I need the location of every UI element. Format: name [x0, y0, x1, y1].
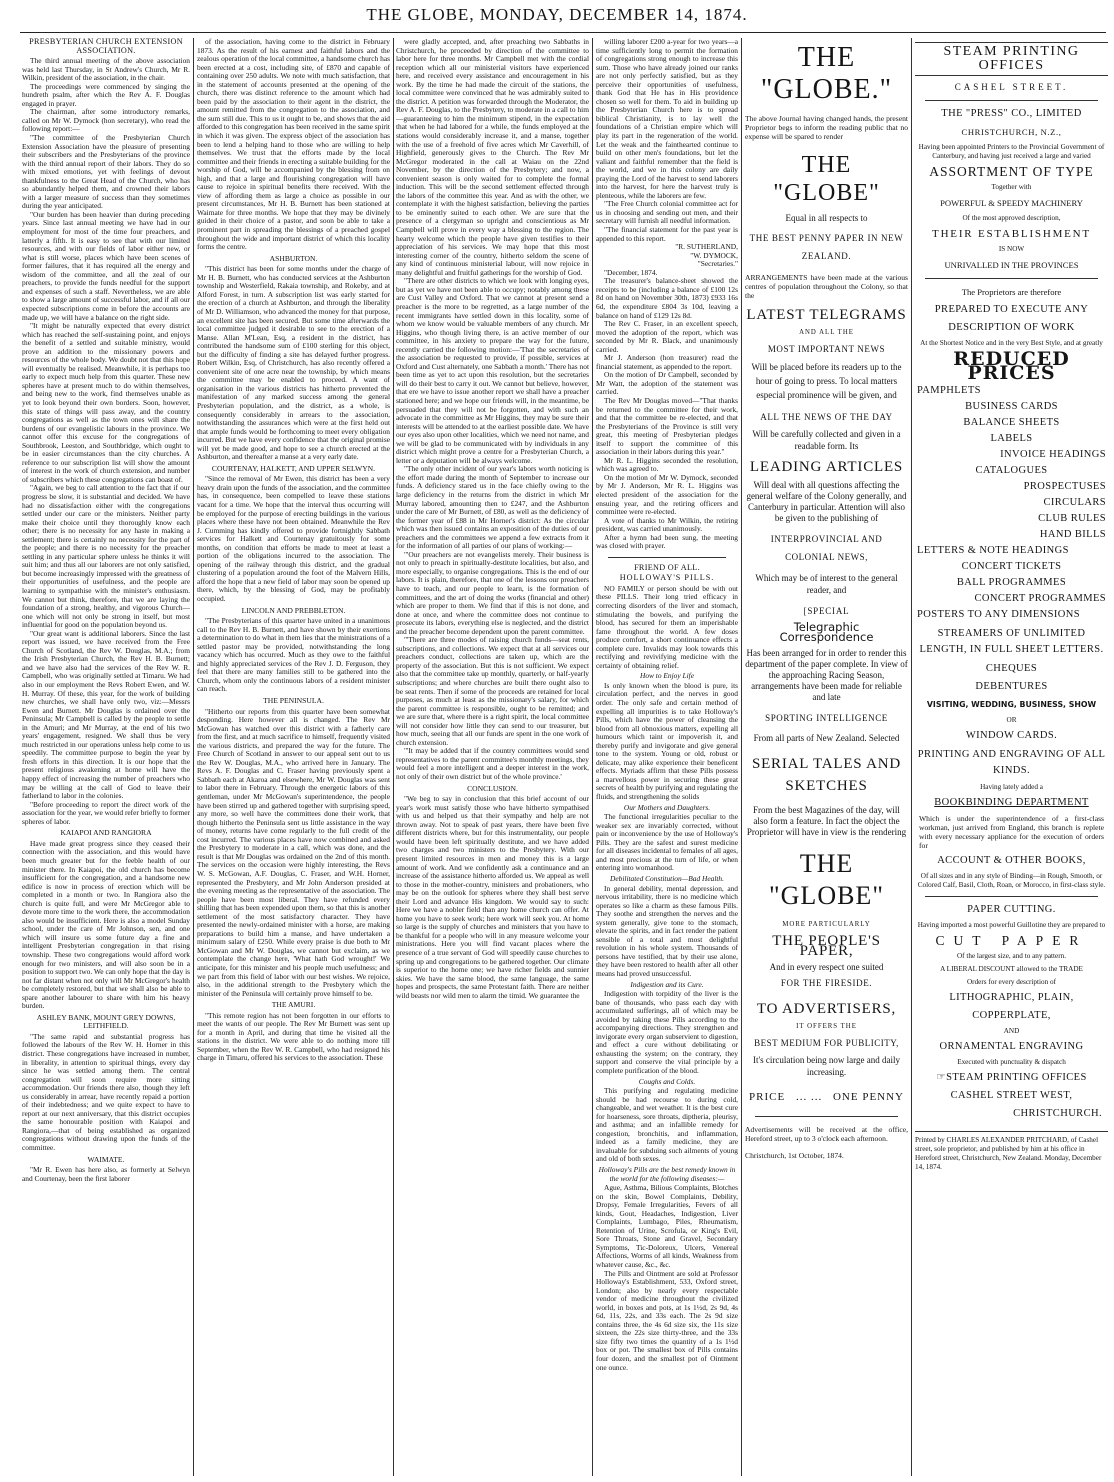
paragraph: Indigestion with torpidity of the liver is the bane of thousands, who pass each day with accumulated sufferings, all of which may be avoided by taking these Pills according to the accompanying directions. They strengthen and invigorate every organ subservient to digestion, and effect a cure without debilitating or exhausting the system; on the contrary, they support and conserve the vital principle by a complete purification of the blood. [596, 989, 738, 1075]
service-item: CATALOGUES [975, 465, 1048, 476]
text-line: And in every respect one suited [769, 962, 884, 972]
feature-heading: TO ADVERTISERS, [756, 1001, 897, 1017]
divider [925, 100, 1098, 101]
paragraph: Has been arranged for in order to render this department of the paper complete. In view of the approaching Racing Season, arrangements have been made for reliable and late [745, 648, 908, 702]
price-dots: ... ... [795, 1091, 823, 1103]
service-item: HAND BILLS [1039, 529, 1106, 540]
text-line: Of the most approved description, [962, 214, 1061, 222]
ad-line: STREAMERS OF UNLIMITED LENGTH, IN FULL SHEET LETTERS. [919, 628, 1104, 655]
ad-line: ACCOUNT & OTHER BOOKS, [937, 855, 1086, 866]
paragraph: The Rev C. Fraser, in an excellent speech, moved the adoption of the report, which was seconded by Mr R. Black, and unanimously carried. [596, 319, 738, 354]
section-heading: THE PENINSULA. [263, 696, 324, 706]
paragraph: "'There are three modes of raising church funds—seat rents, subscriptions, and collections. We expect that at all services our preachers conduct, collections are taken up, which are the property of the association. But this is not sufficient. We expect also that the committee take up monthly, quarterly, or half-yearly subscriptions; and where churches are built there ought also to be seat rents. Then if some of the proceeds are retained for local purposes, as much at least as the missionary's salary, for which the parent committee is responsible, ought to be remitted; and we are sure that, where there is a right spirit, the local committee will not consider how little they can send to our treasurer, but how much, seeing that all our funds are spent in the one work of church extension. [396, 635, 589, 747]
globe-title: THE "GLOBE" [769, 849, 884, 910]
text-line: THE BEST PENNY PAPER IN NEW ZEALAND. [749, 233, 904, 261]
ad-line: CUT PAPER [935, 933, 1088, 948]
paragraph: "The Presbyterians of this quarter have united in a unanimous call to the Rev H. B. Burnett, and have shown by their exertions a determination to do what in them lies that the ministrations of a settled pastor may be provided, notwithstanding the long vacancy which has occurred. Much as they owe to the faithful and highly appreciated services of the Rev J. D. Ferguson, they feel that there are many families still to be gathered into the Church, whom only the continuous labors of a resident minister can reach. [197, 616, 390, 694]
price-value: ONE PENNY [832, 1091, 904, 1103]
text-line: MOST IMPORTANT NEWS [767, 344, 886, 354]
feature-heading: Telegraphic Correspondence [779, 620, 874, 644]
ad-line: ASSORTMENT OF TYPE [929, 164, 1094, 179]
column-divider [741, 38, 742, 1476]
paragraph: Will be carefully collected and given in a readable form. Its [752, 429, 901, 451]
ad-line: POWERFUL & SPEEDY MACHINERY [940, 198, 1083, 208]
column-2 [197, 38, 390, 1476]
service-item: LABELS [990, 433, 1033, 444]
paragraph: The Pills and Ointment are sold at Professor Holloway's Establishment, 533, Oxford street, London; also by nearly every respectable vendor of medicine throughout the civilized world, in boxes and pots, at 1s 1½d, 2s 9d, 4s 6d, 11s, 22s, and 33s each. The 2s 9d size contains three, the 4s 6d size six, the 11s size sixteen, the 22s size thirty-three, and the 33s size fifty two times the quantity of a 1s 1½d box or pot. The smallest box of Pills contains four dozen, and the smallest pot of Ointment one ounce. [596, 1268, 738, 1372]
paragraph: were gladly accepted, and, after preaching two Sabbaths in Christchurch, he proceeded by direction of the committee to labor here for three months. Mr Campbell met with the cordial reception which all our ministerial visitors have experienced here, and received every assistance and encouragement in his work. By the time he had made the circuit of the stations, the local committee were convinced that he was admirably suited to the district. A petition was forwarded through the Moderator, the Rev A. F. Douglas, to the Presbytery, to moderate in a call to him—guaranteeing to him the minimum stipend, in the expectation that when he had labored for a while, the funds employed at the stations would considerably increase it, and a manse, together with the use of a freehold of five acres which Mr Caverhill, of Highfield, generously gives to the Church. The Rev Mr McGregor moderated in the call at Waiau on the 22nd November, by the direction of the Presbytery; and now, a convenient season is only waited for to complete the formal induction. This will be the second settlement effected through the labors of the committee this year. And as with the other, we contemplate it with the highest satisfaction, believing the parties to be eminently suited to each other. We are sure that the presence of a clergyman so upright and conscientious as Mr Campbell will prove in every way a blessing to the region. The hearty welcome which the people have given testifies to their appreciation of his services. We may hope that this most interesting corner of the country, hitherto seldom the scene of any kind of continuous ministerial labour, will now rejoice in many delightful and fruitful gatherings for the worship of God. [396, 38, 589, 277]
ad-line: CASHEL STREET WEST, [950, 1090, 1073, 1101]
text-line: MORE PARTICULARLY [782, 921, 871, 928]
price-line [749, 1092, 904, 1102]
service-item: CONCERT TICKETS [961, 561, 1062, 572]
paragraph: Is only known when the blood is pure, its circulation perfect, and the nerves in good order. The only safe and certain method of expelling all impurities is to take Holloway's Pills, which have the power of cleansing the blood from all obnoxious matters, expelling all humours which taint or impoverish it, and thereby purify and invigorate and give general tone to the system. Young or old, robust or delicate, may alike experience their beneficent effects. Myriads affirm that these Pills possess a marvellous power in securing these great secrets of health by purifying and regulating the fluids, and strengthening the solids [596, 680, 738, 802]
steam-printing-heading: STEAM PRINTING OFFICES [915, 42, 1108, 76]
text-line: BEST MEDIUM FOR PUBLICITY, [754, 1038, 899, 1048]
text-line: ALL THE NEWS OF THE DAY [760, 412, 893, 422]
paragraph: "There are other districts to which we look with longing eyes, but as yet we have not been able to occupy; notably among these are Cust Valley and Oxford. That we cannot at present send a preacher is the more to be regretted, as a large number of the recent immigrants have settled down in this locality, some of whom we know would be valuable members of any church. Mr Higgins, who though living there, is an active member of our committee, in his anxiety to prepare the way for the future, recently carried the following motion:—'That the secretaries of the association be requested to provide, if possible, services at Oxford and Cust alternately, one Sabbath a month.' There has not been time as yet to act upon this resolution, but the secretaries will do their best to carry it out. We cannot but believe, however, that ere we have to issue another report we shall have a preacher stationed here; and we hope our friends will, in the meantime, be persuaded that they will not be forgotten, and with such an advocate in the committee as Mr Higgins, they may be sure their interests will be attended to at the earliest possible date. We have our eyes also upon other localities, which we need not name, and we will be glad to be communicated with by individuals in any district which might prove a centre for a Presbyterian Church, a letter or a deputation will be always welcome. [396, 276, 589, 465]
paragraph: "The financial statement for the past year is appended to this report. [596, 225, 738, 243]
paragraph: Mr J. Anderson (hon treasurer) read the financial statement, as appended to the report. [596, 353, 738, 371]
signature: "W. DYMOCK, [690, 250, 738, 260]
paragraph: In general debility, mental depression, and nervous irritability, there is no medicine which operates so like a charm as these famous Pills. They soothe and strengthen the nerves and the system generally, give tone to the stomach, elevate the spirits, and in fact render the patient sensible of a total and most delightful revolution in his whole system. Thousands of persons have testified, that by their use alone, they have been restored to health after all other means had proved unsuccessful. [596, 883, 738, 978]
ad-line: WINDOW CARDS. [965, 730, 1058, 741]
paragraph: Will be placed before its readers up to the hour of going to press. To local matters especial prominence will be given, and [751, 362, 902, 400]
paragraph: willing laborer £200 a-year for two years—a time sufficiently long to permit the formation of congregations strong enough to increase this sum. Those who have already joined our ranks are not only perfectly satisfied, but as they perceive their opportunities of usefulness, thank God that He has in His providence chosen so well for them. To aid in building up the Presbyterian Church here is to spread biblical Christianity, is to lay well the foundations of a Christian empire which will play its part in the regeneration of the world. Let the weak and the fainthearted continue to build on other men's foundations, but let the valiant and faithful remember that the field is the world, and we in this colony are daily praying the Lord of the harvest to send laborers into the harvest, for here the harvest truly is plenteous, while the laborers are few. [596, 38, 738, 200]
paragraph: The chairman, after some introductory remarks, called on Mr W. Dymock (hon secretary), who read the following report:— [22, 107, 190, 134]
service-item: CLUB RULES [1038, 513, 1106, 524]
service-item: INVOICE HEADINGS [1000, 449, 1106, 460]
section-heading: KAIAPOI AND RANGIORA [60, 828, 152, 838]
paragraph: Which is under the superintendence of a first-class workman, just arrived from England, this branch is replete with every necessary appliance for the execution of orders for [919, 814, 1104, 850]
section-heading: WAIMATE. [87, 1154, 125, 1164]
text-line: Of the largest size, and to any pattern. [956, 952, 1067, 960]
service-item: BUSINESS CARDS [965, 401, 1058, 412]
ad-line: LITHOGRAPHIC, PLAIN, [949, 992, 1074, 1003]
paragraph: NO FAMILY or person should be with out these PILLS. Their long tried efficacy in correcting disorders of the liver and stomach, stimulating the bowels, and purifying the blood, has secured for them an imperishable fame throughout the world. A few doses produce comfort, a short continuance effects a complete cure. Invalids may look towards this rectifying and revivifying medicine with the certainty of obtaining relief. [596, 583, 738, 670]
feature-heading: LEADING ARTICLES [749, 459, 904, 475]
text-line: Executed with punctuality & dispatch [957, 1058, 1066, 1066]
report-date: "December, 1874. [604, 267, 658, 277]
column-divider [592, 38, 593, 1476]
paragraph: The proceedings were commenced by singing the hundreth psalm, after which the Rev A. F. Douglas engaged in prayer. [22, 81, 190, 108]
paragraph: of the association, having come to the district in February 1873. As the result of his earnest and faithful labors and the zealous operation of the local committee, a handsome church has been erected at a cost, including site, of £870 and capable of containing over 250 adults. We note with much satisfaction, that in the statement of accounts presented at the opening of the church, there was distinct reference to the amount which had been paid by the association to their agent in the district, the amount remitted from the congregation to the association, and the sum still due. This to us it ought to be, and shows that the aid afforded to this congregation has been received in the same spirit in which it was given. The express object of the association has been to lend a helping hand to those who are willing to help themselves. We trust that the efforts made by the local committee and their friends in erecting a suitable building for the worship of God, will be accompanied by the blessing from on high, and that a large and flourishing congregation will have cause to rejoice in spiritual benefits there received. With the view of affording them as large a choice as possible in our present circumstances, Mr H. B. Burnett has been stationed at Waimate for three months. We hope that they may be divinely guided in their choice of a pastor, and soon be able to take a prominent part in spreading the blessings of a preached gospel throughout the wide and important district of which this locality forms the centre. [197, 38, 390, 252]
section-heading: LINCOLN AND PREBBLETON. [241, 605, 346, 615]
paragraph: The treasurer's balance-sheet showed the receipts to be (including a balance of £100 12s 8d on hand on November 30th, 1873) £933 16s 6d, the expenditure £804 3s 10d, leaving a balance on hand of £129 12s 8d. [596, 276, 738, 320]
text-line: [SPECIAL [803, 606, 850, 616]
text-line: CASHEL STREET. [954, 82, 1069, 92]
text-line: Having lately added a [980, 783, 1043, 791]
column-3 [396, 38, 589, 1476]
signature: "Secretaries." [697, 259, 738, 269]
paragraph: "'Our preachers are not evangelists merely. Their business is not only to preach in spiritually-destitute localities, but also, and more especially, to organise congregations. This is the end of our labors. It is plain, therefore, that one of the lessons our preachers have to teach, and our people to learn, is the formation of committees, and the art of doing the works (financial and other) which are proper to them. We find that if this is not done, and done at once, and where the committee does not continue to prosecute its labors, everything else is neglected, and the district and the preacher become dependent upon the parent committee. [396, 549, 589, 636]
paragraph: "This district has been for some months under the charge of Mr H. B. Burnett, who has conducted services at the Ashburton township and Westerfield, Rakaia township, and Rokeby, and at Alford Forest, in turn. A subscription list was early started for the erection of a church at Ashburton, and through the liberality of Mr D. Williamson, who advanced the money for that purpose, an excellent site has been secured. But some time afterwards the local committee judged it desirable to see to the erection of a Manse. Allan M'Lean, Esq, a resident in the district, has contributed the handsome sum of £100 sterling for this object, but the difficulty of finding a site has delayed further progress. Robert Wilkin, Esq, of Christchurch, has also recently offered a convenient site of one acre near the township, by which means the committee may be enabled to proceed. A want of organisation in the various districts has hitherto prevented the manifestation of any marked success among the general Presbyterian population, and the district, as a whole, is consequently considerably in arrears to the association, notwithstanding the assurances which were at the first held out that ample funds would be forthcoming to meet every obligation incurred. But we have every confidence that the original promise will yet be made good, and hope to see a church erected at the Ashburton, and thereafter a manse at a very early date. [197, 264, 390, 462]
paragraph: The third annual meeting of the above association was held last Thursday, in St Andrew's Church, Mr R. Wilkin, president of the association, in the chair. [22, 56, 190, 83]
globe-title: THE "GLOBE" [773, 152, 880, 206]
text-line: Equal in all respects to [785, 213, 868, 223]
paragraph: Of all sizes and in any style of Binding—in Rough, Smooth, or Colored Calf, Basil, Cloth, Roan, or Morocco, in first-class style. [917, 872, 1106, 889]
text-line: IS NOW [998, 245, 1025, 253]
paragraph: "The Free Church colonial committee act for us in choosing and sending out men, and their secretary will furnish all needful information. [596, 199, 738, 226]
subheading: Indigestion and its Cure. [630, 979, 704, 989]
service-item: CIRCULARS [1043, 497, 1106, 508]
paragraph: On the motion of Mr W. Dymock, seconded by Mr J. Anderson, Mr R. L. Higgins was elected president of the association for the ensuing year, and the retiring officers and committee were re-elected. [596, 472, 738, 517]
paragraph: "We beg to say in conclusion that this brief account of our year's work must satisfy those who have hitherto sympathised with us and helped us that their sympathy and help are not thrown away. Not to speak of past years, there have been five different districts where, but for this instrumentality, our people would have been left spiritually destitute, and we have added two charges and two ministers to the Presbytery. With our present limited resources in men and money this is a large amount of work. And we confidently ask a continuance and an increase of the assistance hitherto afforded us. We appeal as well to those in the mother-country, ministers and probationers, who may be on the outlook for spheres where they shall best serve their Lord and advance His kingdom. We would say to such: Here we have a nobler field than any home church can offer. At home you have to seek work; here work will seek you. At home so large is the supply of churches and ministers that you have to be thankful for a people who will in any measure welcome your ministrations. Here you will find vacant places where the presence of a true servant of God will speedily cause churches to spring up and congregations to be gathered together. Our climate is superior to the home one; we have richer fields and sunnier skies. We have the same blood, the same language, the same hopes and prospects, the same Protestant faith. There are neither wild beasts nor wild men to alarm the timid. We guarantee the [396, 794, 589, 1000]
paragraph: Advertisements will be received at the office, Hereford street, up to 3 o'clock each afternoon. [745, 1125, 908, 1143]
section-heading: ASHBURTON. [269, 253, 318, 263]
service-list [915, 384, 1108, 622]
paragraph: Will deal with all questions affecting the general welfare of the Colony generally, and Canterbury in particular. Attention will also be given to the publishing of [746, 480, 907, 523]
paragraph: ARRANGEMENTS have been made at the various centres of population throughout the Colony, so that the [745, 273, 908, 300]
paragraph: "Since the removal of Mr Ewen, this district has been a very heavy drain upon the funds of the association, and the committee has, in consequence, been compelled to leave these stations vacant for a time. We hope that the interval thus occurring will be employed for the purpose of erecting buildings in the various places where these have not been obtained. Meanwhile the Rev J. Cumming has kindly offered to provide fortnightly Sabbath services for Halkett and Courtenay gratuitously for some months, on condition that efforts be made to meet at least a portion of the obligations incurred to the association. The opening of the railway through this district, and the gradual clustering of a population around the foot of the Malvern Hills, afford the hope that a new field of labor may soon be opened up there, which, by the blessing of God, may be profitably occupied. [197, 474, 390, 603]
text-line: AND ALL THE [799, 329, 854, 336]
ad-line: DEBENTURES [975, 681, 1048, 692]
signature: "R. SUTHERLAND, [675, 242, 738, 252]
paragraph: "Again, we beg to call attention to the fact that if our progress be slow, it is substantial and decided. We have had no dissatisfaction either with the congregations settled under our care or the ministers. Neither party make their choice until they thoroughly know each other; there is no necessity for any haste in making a settlement; there is certainly no necessity for the part of the people; and there is no necessity for the preacher settling in any particular sphere unless he thinks it will suit him; and thus all our laborers are not only satisfied, but become increasingly impressed with the greatness of their opportunities of usefulness, and the people are learning to sympathise with the minister's enthusiasm. We cannot but think, therefore, that we are laying the foundation of a strong, healthy, and vigorous Church—one which will not only be strong in itself, but most influential for good on the population beyond us. [22, 483, 190, 630]
divider [925, 896, 1098, 897]
globe-title: THE "GLOBE." [760, 42, 893, 105]
service-item: BALANCE SHEETS [963, 417, 1060, 428]
ad-line: PREPARED TO EXECUTE ANY [934, 304, 1089, 315]
paragraph: Have made great progress since they ceased their connection with the association, and this would have been much greater but for the feeble health of our minister there. In Kaiapoi, the old church has become insufficient for the congregation, and a handsome new edifice is now in process of erection which will be completed in a month or two. In Rangiora also the church is quite full, and were Mr McGregor able to devote more time to the work there, the accommodation also would be insufficient. Here is also a model Sunday school, under the care of Mr Johnson, sen, and one which will insure us some future day a fine and intelligent Presbyterian congregation in that rising township. These two congregations would afford work enough for two ministers, and will also soon be in a position to support two. We can only hope that the day is not far distant when not only will Mr McGregor's health be completely restored, but that we shall also be able to spare another labourer to share with him his heavy burden. [22, 838, 190, 1011]
section-heading: COURTENAY, HALKETT, AND UPPER SELWYN. [211, 463, 376, 473]
paragraph: Having been appointed Printers to the Provincial Government of Canterbury, and having just received a large and varied [918, 143, 1105, 160]
service-item: LETTERS & NOTE HEADINGS [917, 545, 1069, 556]
masthead-rule [20, 32, 1106, 33]
column-divider [193, 38, 194, 1476]
text-line: The Proprietors are therefore [961, 287, 1062, 297]
text-line: CHRISTCHURCH, N.Z., [961, 127, 1062, 137]
column-6 [915, 38, 1108, 1476]
service-item: BALL PROGRAMMES [956, 577, 1067, 588]
company-name: THE "PRESS" CO., LIMITED [941, 108, 1082, 119]
price-label: PRICE [749, 1091, 786, 1103]
feature-heading: SERIAL TALES AND SKETCHES [751, 756, 902, 794]
steam-printing-footer: STEAM PRINTING OFFICES [946, 1072, 1087, 1083]
ad-line: ORNAMENTAL ENGRAVING [939, 1041, 1084, 1052]
paragraph: Mr R. L. Higgins seconded the resolution, which was agreed to. [596, 455, 738, 474]
text-line: Orders for every description of [966, 978, 1056, 986]
text-line: A LIBERAL DISCOUNT allowed to the TRADE [940, 965, 1083, 973]
article-title: PRESBYTERIAN CHURCH EXTENSION ASSOCIATION. [29, 38, 183, 55]
paragraph: The above Journal having changed hands, the present Proprietor begs to inform the reading public that no expense will be spared to render [745, 114, 908, 141]
text-line: From all parts of New Zealand. Selected [753, 733, 900, 743]
reduced-prices-heading: REDUCED PRICES [953, 348, 1070, 384]
paragraph: "This remote region has not been forgotten in our efforts to meet the wants of our people. The Rev Mr Burnett was sent up for a month in April, and during that time he visited all the stations in the district. We were able to do nothing more till September, when the Rev W. R. Campbell, who had resigned his charge in Timaru, offered his services to the association. These [197, 1010, 390, 1063]
text-line: Having imported a most powerful Guillotine they are prepared to [917, 921, 1106, 929]
ad-line: PAPER CUTTING. [967, 904, 1056, 915]
subheading: How to Enjoy Life [640, 671, 694, 681]
paragraph: "Mr R. Ewen has here also, as formerly at Selwyn and Courtenay, been the first laborer [22, 1165, 190, 1183]
paragraph: "Our great want is additional laborers. Since the last report was issued, we have received from the Free Church of Scotland, the Rev W. Douglas, M.A.; from the Irish Presbyterian Church, the Rev H. B. Burnett; and we have also had the services of the Rev W. R. Campbell, who was originally settled at Timaru. We had also in our employment the Revs Robert Ewen, and W. H. Murray. Of these, this year, for the work of building new churches, we shall have only two, viz:—Messrs Ewen and Burnett. Mr Douglas is ordained over the Peninsula; Mr Campbell is called by the people to settle in the Amuri; and Mr Murray, at the end of his two years' engagement, resigned. We shall thus be very much restricted in our operations unless help come to us speedily. The committee purpose to begin the year by fresh efforts in this direction. It is our hope that the present religious awakening at home will have the happy effect of increasing the number of preachers who may be willing at the call of God to leave their fatherland to labor in the colonies. [22, 628, 190, 801]
subheading: Debilitated Constitution—Bad Health. [610, 873, 724, 883]
divider [608, 557, 726, 558]
ad-line: UNRIVALLED IN THE PROVINCES [944, 260, 1079, 270]
printer-imprint: Printed by CHARLES ALEXANDER PRITCHARD, of Cashel street, sole proprietor, and published by him at his office in Hereford street, Christchurch, New Zealand. Monday, December 14, 1874. [915, 1131, 1108, 1172]
text-line: Christchurch, 1st October, 1874. [745, 1151, 844, 1160]
text-line: OR [1006, 716, 1017, 724]
paragraph: After a hymn had been sung, the meeting was closed with prayer. [596, 532, 738, 551]
paragraph: It's circulation being now large and daily increasing. [753, 1055, 900, 1077]
paragraph: "It might be naturally expected that every district which has reached the self-sustaining point, and enjoys the benefit of a settled and suitable ministry, would prove an addition to the missionary powers and resources of the whole body. We doubt not that this hope will eventually be realised. Meanwhile, it is perhaps too early to expect much help from this quarter. These new spheres have at present much to do within themselves, and being new to the work, find themselves unable as yet to look beyond their own borders. Soon, however, this state of things will pass away, and the country congregations as well as the town ones will share the burdens of our evangelistic labours in the province. We cannot offer this excuse for the congregations of Southbrook, Leeston, and Southbridge, which ought to be in easier circumstances than the city churches. A reference to our subscription list will show the amount of interest in the work of church extension, and number of subscribers which these congregations can boast of. [22, 321, 190, 484]
text-line: Together with [991, 183, 1032, 191]
subheading: Holloway's Pills are the best remedy known in the world for the following diseases:— [598, 1165, 736, 1183]
ad-line: COPPERPLATE, [972, 1010, 1051, 1021]
paragraph: "Hitherto our reports from this quarter have been somewhat desponding. Here however all is changed. The Rev Mr McGowan has watched over this district with a fatherly care from the first, and at much sacrifice to himself, frequently visited the various districts, and prepared the way for the future. The Free Church of Scotland in answer to our appeal sent out to us the Rev W. Douglas, M.A., who arrived here in January. The Revs A. F. Douglas and C. Fraser having previously spent a Sabbath each at Akaroa and elsewhere, Mr W. Douglas was sent to labor there in February. Through the energetic labors of this gentleman, under Mr McGowan's superintendence, the people have been stirred up and gathered together with surprising speed, any more, so well have the committees done their work, that though hitherto the Peninsula sent us little assistance in the way of money, returns have come regularly to the full credit of the cost incurred. The various places have now combined and asked the Presbytery to moderate in a call, which was done, and the result is that Mr Douglas was ordained on the 2nd of this month. The services on the occasion were highly interesting, the Revs W. S. McGowan, A.F. Douglas, C. Fraser, and W.H. Horner, represented the Presbytery, and Mr John Anderson presided at the evening meeting as the representative of the association. The people have been most liberal. They have refunded every shilling that has been expended upon them, so that this is another settlement of the most satisfactory character. They have presented the newly-ordained minister with a horse, are making preparations to build him a manse, and have undertaken a minimum salary of £250. While every praise is due both to Mr McGowan and Mr W. Douglas, we cannot but exclaim, as we contemplate the change here, 'What hath God wrought!' We anticipate, for this minister and his people much usefulness; and we part from this field of labor with our best wishes. We rejoice, also, in the additional strength to the Presbytery which the minister of the Peninsula will certainly prove himself to be. [197, 706, 390, 998]
section-heading: ASHLEY BANK, MOUNT GREY DOWNS, LEITHFIELD. [36, 1012, 176, 1031]
service-item: POSTERS TO ANY DIMENSIONS [917, 609, 1080, 620]
text-line: AND [1003, 1027, 1020, 1035]
ad-line: BOOKBINDING DEPARTMENT [934, 797, 1089, 808]
divider [925, 278, 1098, 279]
ad-line [915, 1071, 1108, 1085]
ad-line: VISITING, WEDDING, BUSINESS, SHOW [926, 700, 1097, 709]
ad-line: PRINTING AND ENGRAVING OF ALL KINDS. [917, 749, 1106, 776]
paragraph: Ague, Asthma, Bilious Complaints, Blotches on the skin, Bowel Complaints, Debility, Dropsy, Female Irregularities, Fevers of all kinds, Gout, Headaches, Indigestion, Liver Complaints, Lumbago, Piles, Rheumatism, Retention of Urine, Scrofula, or King's Evil, Sore Throats, Stone and Gravel, Secondary Symptoms, Tic-Doloreux, Ulcers, Venereal Affections, Worms of all kinds, Weakness from whatever cause, &c., &c. [596, 1183, 738, 1270]
service-item: CONCERT PROGRAMMES [974, 593, 1106, 604]
service-item: PAMPHLETS [917, 385, 981, 396]
ad-line: DESCRIPTION OF WORK [948, 322, 1075, 333]
column-4 [596, 38, 738, 1476]
subheading: Our Mothers and Daughters. [623, 802, 711, 812]
column-5 [745, 38, 908, 1476]
divider [755, 1116, 898, 1117]
paragraph: "The same rapid and substantial progress has followed the labours of the Rev W. H. Horner in this district. These congregations have increased in number, in liberality, in attention to spiritual things, every day since he was settled among them. The central congregation will soon require more sitting accommodation. Our friends there also, though they left us considerably in arrear, have recently repaid a portion of their indebtedness; and we quite expect to have to report at our next anniversary, that this district occupies the same honourable position with Kaiapoi and Rangiora,—that of being established as organized congregations without drawing upon the funds of the committee. [22, 1031, 190, 1152]
paragraph: From the best Magazines of the day, will also form a feature. In fact the object the Proprietor will have in view is the rendering [746, 805, 907, 837]
text-line: IT OFFERS THE [796, 1023, 857, 1030]
paragraph: "The committee of the Presbyterian Church Extension Association have the pleasure of presenting their subscribers and the Presbyterians of the province with the third annual report of their labors. They do so with mixed emotions, yet with feelings of devout thankfulness to the Great Head of the Church, who has so abundantly helped them, and crowned their labors with a larger measure of success than they sometimes during the year anticipated. [22, 133, 190, 211]
subheading: Coughs and Colds. [638, 1076, 696, 1086]
ad-line: CHRISTCHURCH. [1013, 1108, 1102, 1119]
paragraph: The Rev Mr Douglas moved—"That thanks be returned to the committee for their work, and that the committee be re-elected, and that the Presbyterians of the Province is still very great, this meeting of Presbyterian pledges itself to support the committee of this association in their labors during this year." [596, 395, 738, 457]
text-line: At the Shortest Notice and in the very Best Style, and at greatly [920, 339, 1103, 347]
paragraph: This purifying and regulating medicine should be had recourse to during cold, changeable, and wet weather. It is the best cure for hoarseness, sore throats, diptheria, pleurisy, and asthma; and an infallible remedy for congestion, bronchitis, and inflammation, indeed as a family medicine, they are invaluable for subduing such ailments of young and old of both sexes. [596, 1086, 738, 1164]
column-1 [22, 38, 190, 1476]
masthead: THE GLOBE, MONDAY, DECEMBER 14, 1874. [366, 5, 748, 24]
paragraph: "Before proceeding to report the direct work of the association for the year, we would refer briefly to former spheres of labor. [22, 799, 190, 826]
text-line: FOR THE FIRESIDE. [780, 978, 873, 988]
paragraph: Which may be of interest to the general reader, and [755, 573, 898, 595]
paragraph: "'It may be added that if the country committees would send representatives to the parent committee's monthly meetings, they would feel a more intelligent and a deeper interest in the work, not only of their own district but of the whole province.' [396, 746, 589, 782]
section-heading: THE AMURI. [271, 1000, 316, 1010]
ad-title: HOLLOWAY'S PILLS. [619, 573, 715, 583]
ad-line: CHEQUES [985, 663, 1038, 674]
ad-heading: FRIEND OF ALL. [634, 562, 700, 572]
text-line: SPORTING INTELLIGENCE [765, 713, 888, 723]
service-item: PROSPECTUSES [1023, 481, 1106, 492]
feature-heading: THE PEOPLE'S PAPER, [772, 933, 881, 959]
feature-heading: LATEST TELEGRAMS [746, 307, 907, 323]
text-line: INTERPROVINCIAL AND COLONIAL NEWS, [770, 534, 883, 562]
pointing-hand-icon: ☞ [936, 1072, 947, 1083]
column-divider [393, 38, 394, 1476]
paragraph: On the motion of Dr Campbell, seconded by Mr Watt, the adoption of the statement was carried. [596, 370, 738, 397]
paragraph: A vote of thanks to Mr Wilkin, the retiring president, was carried unanimously. [596, 515, 738, 534]
section-heading: CONCLUSION. [467, 783, 518, 793]
paragraph: The functional irregularities peculiar to the weaker sex are invariably corrected, without pain or inconvenience by the use of Holloway's Pills. They are the safest and surest medicine for all diseases incidental to females of all ages, and most precious at the turn of life, or when entering into womanhood. [596, 812, 738, 873]
column-divider [911, 38, 912, 1476]
paragraph: "The only other incident of our year's labors worth noticing is the effort made during the month of September to increase our funds. A deficiency stared us in the face chiefly owing to the large deficiency in the returns from the district in which Mr Murray labored, amounting then to £247, and the Ashburton under the care of Mr Burnett, of £80, as well as the deficiency of the former year of £88 in Mr Horner's district: As the circular which was then issued contains an exposition of the duties of our preachers and the committees we append a few extracts from it for the information of all parties of our plans of working:— [396, 464, 589, 551]
paragraph: "Our burden has been heavier than during preceding years. Since last annual meeting we have had in our employment for most of the time four preachers, and latterly a fifth. It is easy to see that with our limited resources, and with our fields of labor either new, or what is still worse, places which have been scenes of former failures, that it has required all the energy and wisdom of the committee, and all the zeal of our preachers, to provide the funds needful for the support and expenses of such a staff. Nevertheless, we are able to show a large amount of successful labor, and if all our expected subscriptions come in before the accounts are made up, we will have a balance on the right side. [22, 209, 190, 322]
ad-line: THEIR ESTABLISHMENT [932, 228, 1091, 240]
